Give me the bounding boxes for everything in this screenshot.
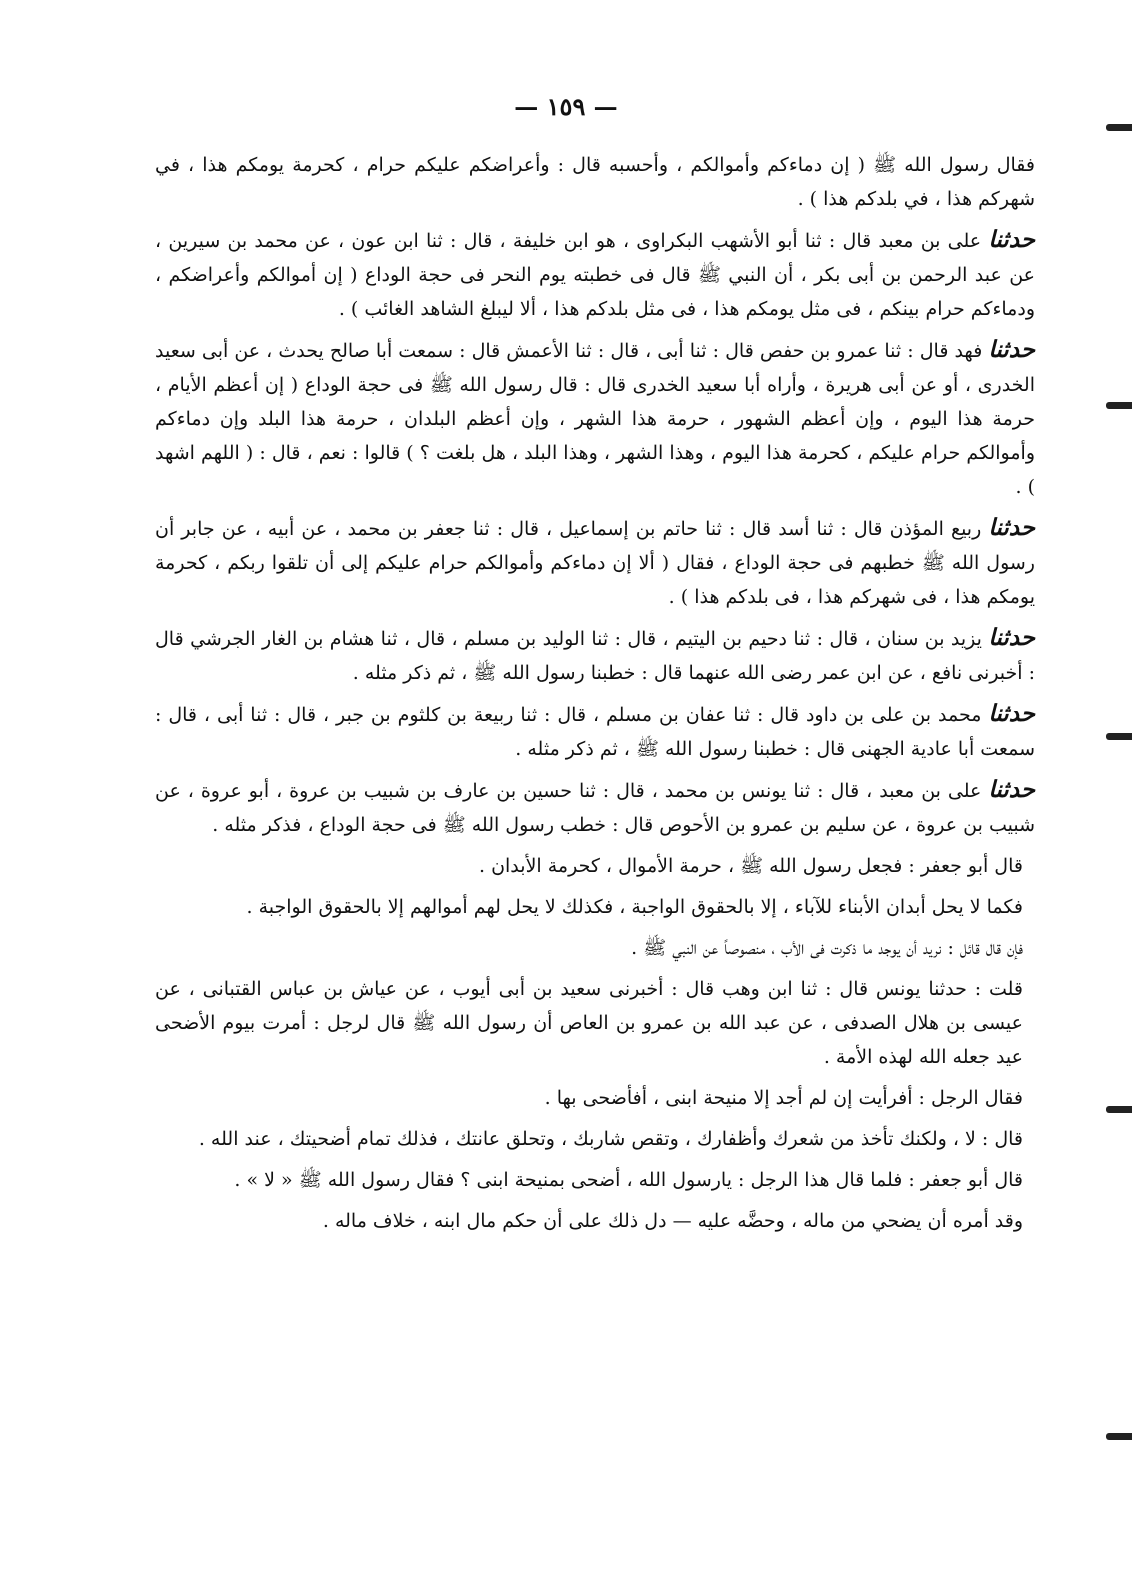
paragraph [155,773,1035,842]
paragraph [155,697,1035,766]
paragraph [155,223,1035,326]
hadith-keyword: حدثنا [988,514,1036,541]
paragraph-text: ربيع المؤذن قال : ثنا أسد قال : ثنا حاتم بن إسماعيل ، قال : ثنا جعفر بن محمد ، عن أبيه ، عن جابر أن رسول الله ﷺ خطبهم فى حجة الوداع ، فقال ( ألا إن دماءكم وأموالكم حرام عليكم إلى أن تلقوا ربكم ، كحرمة يومكم هذا ، فى شهركم هذا ، فى بلدكم هذا ) . [155,518,1035,608]
paragraph-text: وقد أمره أن يضحي من ماله ، وحضَّه عليه — دل ذلك على أن حكم مال ابنه ، خلاف ماله . [322,1210,1023,1232]
hadith-keyword: حدثنا [988,336,1035,363]
page-body [155,148,1035,1245]
paragraph [155,1204,1035,1238]
paragraph [155,931,1035,965]
scan-edge-mark [1106,1433,1132,1440]
paragraph [155,1163,1035,1197]
scan-edge-mark [1106,1106,1132,1113]
paragraph-text: فإن قال قائل : نريد أن يوجد ما ذكرت فى الأب ، منصوصاً عن النبي ﷺ . [631,937,1023,959]
hadith-keyword: حدثنا [988,624,1036,651]
paragraph [155,1122,1035,1156]
paragraph-text: فقال رسول الله ﷺ ( إن دماءكم وأموالكم ، وأحسبه قال : وأعراضكم عليكم حرام ، كحرمة يومكم هذا ، في شهركم هذا ، في بلدكم هذا ) . [155,154,1035,210]
paragraph-text: على بن معبد قال : ثنا أبو الأشهب البكراوى ، هو ابن خليفة ، قال : ثنا ابن عون ، عن محمد بن سيرين ، عن عبد الرحمن بن أبى بكر ، أن النبي ﷺ قال فى خطبته يوم النحر فى حجة الوداع ( إن أموالكم وأعراضكم ، ودماءكم حرام بينكم ، فى مثل يومكم هذا ، فى مثل بلدكم هذا ، ألا ليبلغ الشاهد الغائب ) . [155,230,1035,320]
hadith-keyword: حدثنا [988,700,1035,727]
paragraph-text: محمد بن على بن داود قال : ثنا عفان بن مسلم ، قال : ثنا ربيعة بن كلثوم بن جبر ، قال : ثنا أبى ، قال : سمعت أبا عادية الجهنى قال : خطبنا رسول الله ﷺ ، ثم ذكر مثله . [155,704,1035,760]
paragraph [155,1081,1035,1115]
paragraph-text: قلت : حدثنا يونس قال : ثنا ابن وهب قال : أخبرنى سعيد بن أبى أيوب ، عن عياش بن عباس القتبانى ، عن عيسى بن هلال الصدفى ، عن عبد الله بن عمرو بن العاص أن رسول الله ﷺ قال لرجل : أمرت بيوم الأضحى عيد جعله الله لهذه الأمة . [155,978,1023,1068]
paragraph [155,849,1035,883]
scan-edge-mark [1106,402,1132,409]
scan-edge-mark [1106,733,1132,740]
paragraph-text: قال أبو جعفر : فلما قال هذا الرجل : يارسول الله ، أضحى بمنيحة ابنى ؟ فقال رسول الله ﷺ « لا » . [234,1169,1023,1191]
paragraph-text: يزيد بن سنان ، قال : ثنا دحيم بن اليتيم ، قال : ثنا الوليد بن مسلم ، قال ، ثنا هشام بن الغار الجرشي قال : أخبرنى نافع ، عن ابن عمر رضى الله عنهما قال : خطبنا رسول الله ﷺ ، ثم ذكر مثله . [155,628,1035,684]
paragraph-text: قال : لا ، ولكنك تأخذ من شعرك وأظفارك ، وتقص شاربك ، وتحلق عانتك ، فذلك تمام أضحيتك ، عند الله . [198,1128,1023,1150]
paragraph [155,333,1035,504]
paragraph [155,511,1035,614]
paragraph-text: فهد قال : ثنا عمرو بن حفص قال : ثنا أبى ، قال : ثنا الأعمش قال : سمعت أبا صالح يحدث ، عن أبى سعيد الخدرى ، أو عن أبى هريرة ، وأراه أبا سعيد الخدرى قال : قال رسول الله ﷺ فى حجة الوداع ( إن أعظم الأيام ، حرمة هذا اليوم ، وإن أعظم الشهور ، حرمة هذا الشهر ، وإن أعظم البلدان ، حرمة هذا البلد وإن دماءكم وأموالكم حرام عليكم ، كحرمة هذا اليوم ، وهذا الشهر ، وهذا البلد ، هل بلغت ؟ ) قالوا : نعم ، قال : ( اللهم اشهد ) . [155,340,1035,498]
paragraph-text: على بن معبد ، قال : ثنا يونس بن محمد ، قال : ثنا حسين بن عارف بن شبيب بن عروة ، أبو عروة ، عن شبيب بن عروة ، عن سليم بن عمرو بن الأحوص قال : خطب رسول الله ﷺ فى حجة الوداع ، فذكر مثله . [155,780,1035,836]
paragraph [155,148,1035,216]
paragraph [155,890,1035,924]
paragraph [155,972,1035,1074]
hadith-keyword: حدثنا [988,776,1035,803]
paragraph-text: قال أبو جعفر : فجعل رسول الله ﷺ ، حرمة الأموال ، كحرمة الأبدان . [479,855,1023,877]
scan-edge-mark [1106,124,1132,131]
paragraph-text: فكما لا يحل أبدان الأبناء للآباء ، إلا بالحقوق الواجبة ، فكذلك لا يحل لهم أموالهم إلا بالحقوق الواجبة . [246,896,1023,918]
paragraph-text: فقال الرجل : أفرأيت إن لم أجد إلا منيحة ابنى ، أفأضحى بها . [544,1087,1023,1109]
paragraph [155,621,1035,690]
hadith-keyword: حدثنا [988,226,1035,253]
page-number: — ١٥٩ — [514,92,618,121]
